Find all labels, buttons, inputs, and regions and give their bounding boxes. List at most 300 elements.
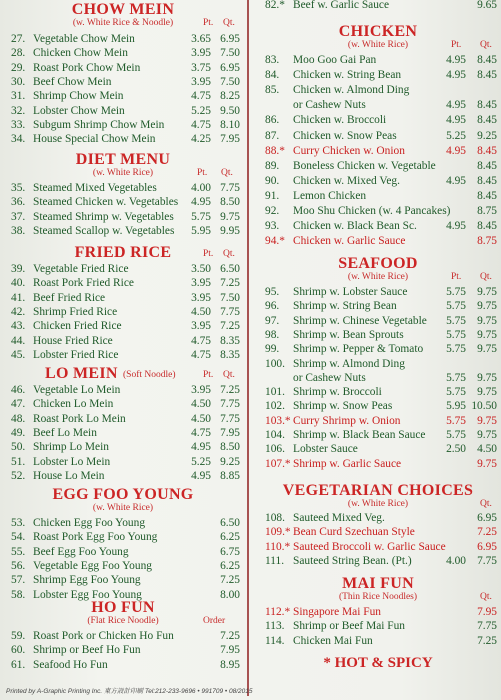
section-subtitle: (Thin Rice Noodles) xyxy=(338,592,418,602)
item-number: 42. xyxy=(11,305,26,318)
item-name: Chicken Fried Rice xyxy=(33,320,122,333)
item-name: Shrimp w. Almond Ding xyxy=(293,357,405,370)
hot-spicy-legend: * HOT & SPICY xyxy=(323,655,433,671)
item-price-pint: 3.95 xyxy=(191,75,211,88)
item-number: 28. xyxy=(11,47,26,60)
item-number: 92. xyxy=(265,205,280,217)
menu-item xyxy=(5,32,241,46)
item-name: Sauteed Broccoli w. Garlic Sauce xyxy=(293,540,446,553)
item-price-quart: 8.95 xyxy=(220,658,240,671)
item-name: Lobster Chow Mein xyxy=(33,104,125,117)
item-name: Steamed Chicken w. Vegetables xyxy=(33,196,179,209)
menu-item xyxy=(5,348,241,362)
section-subtitle: (w. White Rice) xyxy=(347,499,409,509)
item-price-pint: 4.95 xyxy=(191,441,211,454)
item-price-quart: 7.25 xyxy=(477,526,497,539)
item-price-quart: 8.00 xyxy=(220,588,240,601)
item-number: 111. xyxy=(265,554,285,567)
menu-item xyxy=(5,46,241,60)
menu-item xyxy=(259,0,497,12)
item-number: 32. xyxy=(11,104,26,117)
item-number: 104. xyxy=(265,429,285,441)
menu-item xyxy=(259,605,497,619)
menu-item xyxy=(259,234,497,248)
item-number: 29. xyxy=(11,61,26,74)
section-title-chicken: CHICKEN xyxy=(338,23,418,40)
item-name: Chicken Chow Mein xyxy=(33,47,128,60)
item-name: Lemon Chicken xyxy=(293,189,367,202)
menu-item xyxy=(5,559,241,573)
item-number: 110.* xyxy=(265,540,291,553)
item-price-quart: 6.95 xyxy=(220,33,240,45)
item-name: Shrimp w. Broccoli xyxy=(293,386,382,399)
item-number: 43. xyxy=(11,320,26,333)
menu-item xyxy=(259,144,497,158)
item-number: 36. xyxy=(11,196,26,209)
item-name: Shrimp or Beef Mai Fun xyxy=(293,620,405,633)
item-price-pint: 5.75 xyxy=(446,300,466,313)
item-price-pint: 3.75 xyxy=(191,61,211,74)
item-price-pint: 4.95 xyxy=(446,174,466,187)
item-name: Chicken w. Broccoli xyxy=(293,114,387,127)
menu-item xyxy=(259,634,497,648)
menu-item xyxy=(259,442,497,456)
item-name: Chicken w. Almond Ding xyxy=(293,84,410,97)
item-price-quart: 9.75 xyxy=(477,457,497,470)
item-price-pint: 5.95 xyxy=(191,224,211,237)
item-price-pint: 4.00 xyxy=(191,182,211,194)
item-name: Chicken w. Mixed Veg. xyxy=(293,174,400,187)
item-price-quart: 8.45 xyxy=(477,174,497,187)
item-name: Chicken w. String Bean xyxy=(293,69,402,82)
menu-item xyxy=(5,118,241,132)
item-price-quart: 9.75 xyxy=(477,414,497,427)
menu-item xyxy=(5,181,241,195)
section-title-chow-mein: CHOW MEIN xyxy=(71,1,175,18)
item-price-quart: 7.95 xyxy=(220,426,240,439)
menu-item xyxy=(259,68,497,82)
item-price-pint: 5.75 xyxy=(191,210,211,223)
item-name: Vegetable Lo Mein xyxy=(33,384,121,396)
menu-item xyxy=(5,397,241,411)
item-number: 90. xyxy=(265,174,280,187)
item-price-quart: 6.50 xyxy=(220,263,240,275)
item-name: Roast Pork Egg Foo Young xyxy=(33,531,158,544)
item-price-quart: 7.75 xyxy=(220,305,240,318)
item-name: Vegetable Chow Mein xyxy=(33,33,135,45)
order-header: Order xyxy=(203,616,226,626)
item-price-pint: 3.95 xyxy=(191,320,211,333)
quart-header: Qt. xyxy=(223,370,235,380)
item-number: 96. xyxy=(265,300,280,313)
item-name: Chicken Lo Mein xyxy=(33,398,114,411)
item-price-quart: 6.50 xyxy=(220,517,240,529)
item-price-quart: 7.50 xyxy=(220,291,240,304)
item-price-quart: 8.35 xyxy=(220,334,240,347)
item-number: 40. xyxy=(11,277,26,290)
menu-item xyxy=(5,195,241,209)
item-price-quart: 8.45 xyxy=(477,144,497,157)
item-name: House Special Chow Mein xyxy=(33,133,156,146)
menu-item xyxy=(259,357,497,371)
menu-item xyxy=(5,455,241,469)
item-price-quart: 8.45 xyxy=(477,99,497,112)
item-price-quart: 9.75 xyxy=(477,371,497,384)
item-number: 48. xyxy=(11,412,26,425)
item-number: 53. xyxy=(11,517,26,529)
pint-header: Pt. xyxy=(451,40,462,50)
item-name: or Cashew Nuts xyxy=(293,371,366,384)
item-name: Shrimp w. Pepper & Tomato xyxy=(293,343,424,356)
item-name: Boneless Chicken w. Vegetable xyxy=(293,159,436,172)
item-price-pint: 4.50 xyxy=(191,398,211,411)
menu-item xyxy=(5,530,241,544)
item-number: 95. xyxy=(265,286,280,298)
item-number: 44. xyxy=(11,334,26,347)
item-price-quart: 8.45 xyxy=(477,159,497,172)
menu-item xyxy=(259,511,497,525)
item-name: Shrimp w. Bean Sprouts xyxy=(293,328,404,341)
menu-item xyxy=(5,426,241,440)
item-price-quart: 8.75 xyxy=(477,205,497,217)
item-price-pint: 5.25 xyxy=(446,129,466,142)
item-price-pint: 4.50 xyxy=(191,305,211,318)
item-name: Shrimp Fried Rice xyxy=(33,305,118,318)
menu-item xyxy=(5,224,241,238)
item-number: 108. xyxy=(265,512,285,524)
item-price-quart: 7.25 xyxy=(220,277,240,290)
item-name: Beef Egg Foo Young xyxy=(33,545,129,558)
quart-header: Qt. xyxy=(480,499,492,509)
item-price-quart: 8.45 xyxy=(477,220,497,233)
item-price-pint: 4.75 xyxy=(191,348,211,361)
item-name: Steamed Shrimp w. Vegetables xyxy=(33,210,174,223)
item-number: 31. xyxy=(11,90,26,103)
item-price-quart: 7.25 xyxy=(220,384,240,396)
menu-item xyxy=(5,643,241,657)
item-name: Shrimp w. Snow Peas xyxy=(293,400,393,413)
menu-item xyxy=(5,334,241,348)
item-number: 60. xyxy=(11,644,26,657)
item-price-quart: 8.75 xyxy=(477,235,497,248)
item-number: 61. xyxy=(11,658,26,671)
item-name: Vegetable Fried Rice xyxy=(33,263,129,275)
item-price-quart: 9.75 xyxy=(477,328,497,341)
item-price-quart: 9.75 xyxy=(477,386,497,399)
item-price-quart: 9.75 xyxy=(477,314,497,327)
menu-item xyxy=(5,412,241,426)
menu-item xyxy=(259,619,497,633)
item-number: 37. xyxy=(11,210,26,223)
item-name: House Lo Mein xyxy=(33,469,105,482)
item-name: Curry Shrimp w. Onion xyxy=(293,414,401,427)
menu-item xyxy=(259,219,497,233)
item-price-quart: 8.45 xyxy=(477,114,497,127)
item-name: Steamed Mixed Vegetables xyxy=(33,182,157,194)
item-name: Chicken Egg Foo Young xyxy=(33,517,146,529)
item-price-pint: 4.00 xyxy=(446,554,466,567)
item-price-quart: 8.50 xyxy=(220,196,240,209)
item-price-pint: 4.95 xyxy=(446,220,466,233)
item-price-quart: 7.25 xyxy=(477,634,497,647)
section-subtitle: (Soft Noodle) xyxy=(123,370,176,380)
item-name: Chicken Mai Fun xyxy=(293,634,373,647)
item-name: Moo Goo Gai Pan xyxy=(293,54,377,66)
item-price-pint: 4.75 xyxy=(191,90,211,103)
section-title-egg-foo-young: EGG FOO YOUNG xyxy=(52,486,194,503)
item-price-pint: 4.95 xyxy=(446,114,466,127)
item-number: 27. xyxy=(11,33,26,45)
item-name: Sauteed Mixed Veg. xyxy=(293,512,385,524)
item-price-quart: 9.75 xyxy=(220,210,240,223)
menu-item xyxy=(5,132,241,146)
pint-header: Pt. xyxy=(203,370,214,380)
menu-item xyxy=(259,314,497,328)
section-title-fried-rice: FRIED RICE xyxy=(74,244,172,261)
item-number: 55. xyxy=(11,545,26,558)
menu-item xyxy=(259,174,497,188)
item-price-quart: 8.25 xyxy=(220,90,240,103)
item-name: Roast Pork Fried Rice xyxy=(33,277,134,290)
item-price-pint: 5.75 xyxy=(446,429,466,441)
item-price-pint: 5.25 xyxy=(191,455,211,468)
item-name: Beef Lo Mein xyxy=(33,426,97,439)
item-price-quart: 7.75 xyxy=(220,398,240,411)
item-number: 85. xyxy=(265,84,280,97)
section-subtitle: (w. White Rice) xyxy=(92,168,154,178)
section-subtitle: (w. White Rice) xyxy=(347,272,409,282)
item-price-pint: 5.75 xyxy=(446,343,466,356)
menu-item xyxy=(5,629,241,643)
pint-header: Pt. xyxy=(203,249,214,259)
item-price-pint: 5.75 xyxy=(446,386,466,399)
item-price-quart: 7.75 xyxy=(477,554,497,567)
item-name: Vegetable Egg Foo Young xyxy=(33,559,152,572)
item-price-quart: 7.95 xyxy=(220,644,240,657)
item-name: Steamed Scallop w. Vegetables xyxy=(33,224,175,237)
item-price-pint: 5.75 xyxy=(446,328,466,341)
menu-item xyxy=(5,61,241,75)
item-price-quart: 10.50 xyxy=(471,400,497,413)
section-subtitle: (Flat Rice Noodle) xyxy=(87,616,159,626)
menu-item xyxy=(259,189,497,203)
item-number: 112.* xyxy=(265,606,291,618)
quart-header: Qt. xyxy=(223,249,235,259)
item-number: 41. xyxy=(11,291,26,304)
item-number: 99. xyxy=(265,343,280,356)
item-price-quart: 6.75 xyxy=(220,545,240,558)
item-name: Shrimp w. Garlic Sauce xyxy=(293,457,402,470)
item-number: 114. xyxy=(265,634,285,647)
menu-item xyxy=(5,516,241,530)
item-price-pint: 5.75 xyxy=(446,414,466,427)
section-title-vegetarian: VEGETARIAN CHOICES xyxy=(282,482,474,499)
item-price-quart: 7.75 xyxy=(477,620,497,633)
section-title-mai-fun: MAI FUN xyxy=(342,575,414,592)
item-price-pint: 4.50 xyxy=(191,412,211,425)
item-price-quart: 9.65 xyxy=(477,0,497,11)
item-number: 59. xyxy=(11,630,26,642)
item-price-quart: 9.75 xyxy=(477,429,497,441)
item-number: 46. xyxy=(11,384,26,396)
item-number: 91. xyxy=(265,189,280,202)
item-price-pint: 3.95 xyxy=(191,291,211,304)
item-price-pint: 3.65 xyxy=(191,33,211,45)
menu-item xyxy=(259,328,497,342)
item-name: Shrimp w. Black Bean Sauce xyxy=(293,429,426,441)
item-price-quart: 9.75 xyxy=(477,343,497,356)
item-number: 83. xyxy=(265,54,280,66)
item-name: Shrimp Egg Foo Young xyxy=(33,574,141,587)
item-price-pint: 4.95 xyxy=(191,196,211,209)
item-number: 84. xyxy=(265,69,280,82)
item-number: 98. xyxy=(265,328,280,341)
item-price-quart: 7.25 xyxy=(220,320,240,333)
item-price-pint: 3.95 xyxy=(191,277,211,290)
menu-item xyxy=(5,305,241,319)
item-name: Subgum Shrimp Chow Mein xyxy=(33,118,165,131)
item-price-quart: 6.95 xyxy=(477,540,497,553)
item-number: 103.* xyxy=(265,414,291,427)
item-price-pint: 5.75 xyxy=(446,314,466,327)
menu-item xyxy=(259,457,497,471)
section-title-diet-menu: DIET MENU xyxy=(75,151,171,168)
item-number: 107.* xyxy=(265,457,291,470)
item-number: 93. xyxy=(265,220,280,233)
menu-item xyxy=(5,469,241,483)
item-name: Shrimp w. Chinese Vegetable xyxy=(293,314,427,327)
item-name: Beef Fried Rice xyxy=(33,291,106,304)
item-price-quart: 8.45 xyxy=(477,69,497,82)
item-price-pint: 4.25 xyxy=(191,133,211,146)
item-price-pint: 2.50 xyxy=(446,443,466,456)
printer-footer: Printed by A-Graphic Printing Inc. 東方設計印刷 Tel:212-233-9696 • 991709 • 08/2015 xyxy=(6,688,253,695)
item-name: Moo Shu Chicken (w. 4 Pancakes) xyxy=(293,205,451,217)
item-name: House Fried Rice xyxy=(33,334,113,347)
menu-item xyxy=(5,89,241,103)
section-subtitle: (w. White Rice) xyxy=(347,40,409,50)
section-subtitle: (w. White Rice) xyxy=(92,503,154,513)
item-name: Bean Curd Szechuan Style xyxy=(293,526,415,539)
menu-item xyxy=(5,440,241,454)
item-price-quart: 8.50 xyxy=(220,441,240,454)
item-price-quart: 8.45 xyxy=(477,54,497,66)
item-price-pint: 4.95 xyxy=(191,469,211,482)
item-price-quart: 9.25 xyxy=(220,455,240,468)
quart-header: Qt. xyxy=(221,168,233,178)
item-name: Beef w. Garlic Sauce xyxy=(293,0,390,11)
menu-item xyxy=(259,285,497,299)
menu-item xyxy=(259,399,497,413)
item-number: 88.* xyxy=(265,144,285,157)
item-price-pint: 4.75 xyxy=(191,334,211,347)
item-number: 89. xyxy=(265,159,280,172)
quart-header: Qt. xyxy=(480,272,492,282)
item-number: 106. xyxy=(265,443,285,456)
item-number: 87. xyxy=(265,129,280,142)
item-number: 97. xyxy=(265,314,280,327)
item-number: 101. xyxy=(265,386,285,399)
item-name: Roast Pork Chow Mein xyxy=(33,61,141,74)
item-name: Sauteed String Bean. (Pt.) xyxy=(293,554,412,567)
item-price-pint: 5.75 xyxy=(446,286,466,298)
item-name: Beef Chow Mein xyxy=(33,75,112,88)
item-name: Lobster Fried Rice xyxy=(33,348,119,361)
item-price-quart: 9.95 xyxy=(220,224,240,237)
item-number: 56. xyxy=(11,559,26,572)
item-price-quart: 7.25 xyxy=(220,630,240,642)
item-price-pint: 4.75 xyxy=(191,118,211,131)
item-number: 47. xyxy=(11,398,26,411)
item-number: 86. xyxy=(265,114,280,127)
section-title-ho-fun: HO FUN xyxy=(91,599,155,616)
item-price-quart: 6.25 xyxy=(220,531,240,544)
column-divider xyxy=(247,0,249,696)
item-price-pint: 5.25 xyxy=(191,104,211,117)
menu-item xyxy=(259,385,497,399)
menu-item xyxy=(5,104,241,118)
menu-item xyxy=(5,383,241,397)
item-name: Singapore Mai Fun xyxy=(293,606,381,618)
item-price-quart: 9.50 xyxy=(220,104,240,117)
item-number: 94.* xyxy=(265,235,285,248)
item-number: 58. xyxy=(11,588,26,601)
item-price-pint: 3.95 xyxy=(191,384,211,396)
menu-item xyxy=(5,276,241,290)
item-price-quart: 6.25 xyxy=(220,559,240,572)
item-name: or Cashew Nuts xyxy=(293,99,366,112)
item-price-quart: 7.50 xyxy=(220,75,240,88)
menu-item xyxy=(5,573,241,587)
section-title-seafood: SEAFOOD xyxy=(338,255,418,272)
item-price-quart: 7.95 xyxy=(477,606,497,618)
item-number: 50. xyxy=(11,441,26,454)
menu-item xyxy=(5,291,241,305)
menu-item xyxy=(259,525,497,539)
quart-header: Qt. xyxy=(223,18,235,28)
item-name: Chicken w. Snow Peas xyxy=(293,129,397,142)
item-name: Seafood Ho Fun xyxy=(33,658,108,671)
item-number: 30. xyxy=(11,75,26,88)
menu-item xyxy=(259,129,497,143)
item-price-quart: 7.25 xyxy=(220,574,240,587)
item-price-quart: 9.75 xyxy=(477,286,497,298)
quart-header: Qt. xyxy=(480,40,492,50)
item-number: 45. xyxy=(11,348,26,361)
item-price-quart: 7.95 xyxy=(220,133,240,146)
item-number: 102. xyxy=(265,400,285,413)
item-name: Shrimp or Beef Ho Fun xyxy=(33,644,141,657)
item-price-quart: 7.75 xyxy=(220,182,240,194)
pint-header: Pt. xyxy=(197,168,208,178)
item-price-quart: 9.25 xyxy=(477,129,497,142)
menu-item xyxy=(259,53,497,67)
pint-header: Pt. xyxy=(451,272,462,282)
item-name: Shrimp Chow Mein xyxy=(33,90,124,103)
item-number: 109.* xyxy=(265,526,291,539)
item-price-quart: 8.10 xyxy=(220,118,240,131)
menu-item xyxy=(5,545,241,559)
item-price-pint: 3.95 xyxy=(191,47,211,60)
item-price-quart: 9.75 xyxy=(477,300,497,313)
item-price-quart: 8.35 xyxy=(220,348,240,361)
item-number: 34. xyxy=(11,133,26,146)
item-number: 113. xyxy=(265,620,285,633)
item-price-pint: 3.50 xyxy=(191,263,211,275)
section-title-lo-mein: LO MEIN xyxy=(45,365,118,382)
item-name: Shrimp w. Lobster Sauce xyxy=(293,286,408,298)
item-number: 52. xyxy=(11,469,26,482)
